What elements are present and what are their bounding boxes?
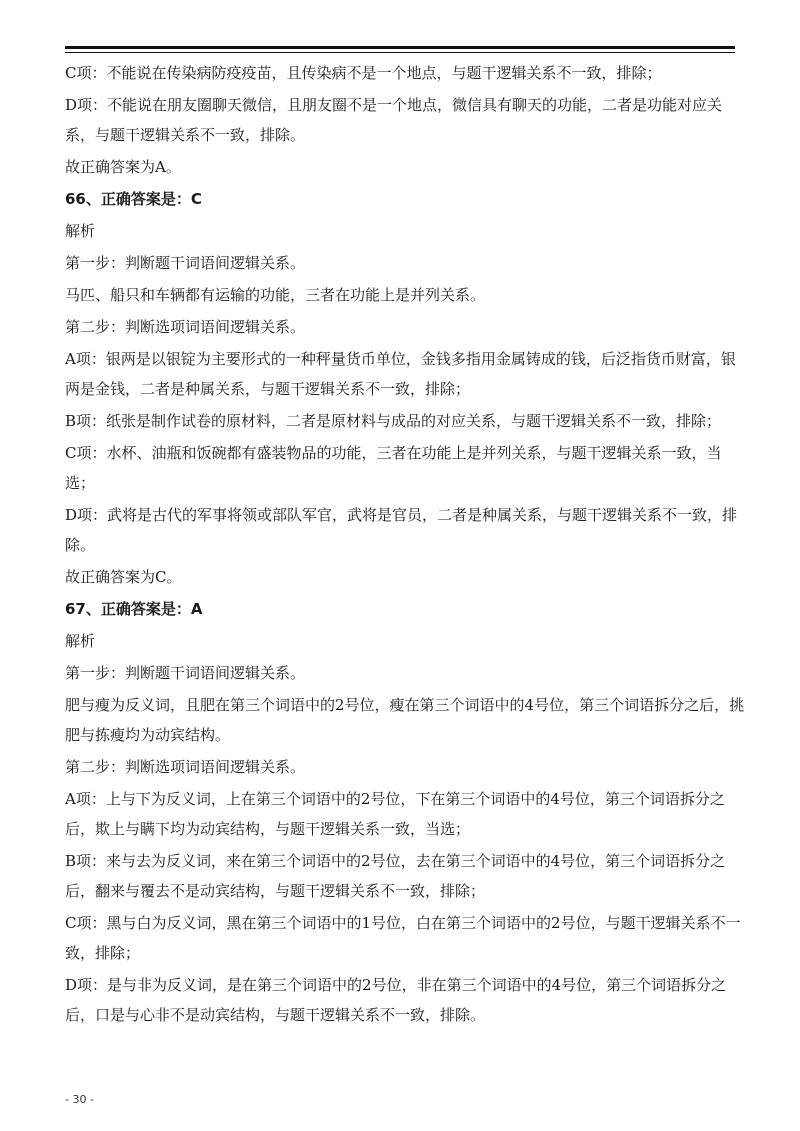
header-rule-thick [65, 46, 735, 49]
paragraph: 解析 [65, 632, 96, 650]
paragraph: D项：不能说在朋友圈聊天微信，且朋友圈不是一个地点，微信具有聊天的功能，二者是功能对应关系，与题干逻辑关系不一致，排除。 [65, 96, 723, 144]
paragraph: 马匹、船只和车辆都有运输的功能，三者在功能上是并列关系。 [65, 286, 486, 304]
paragraph: C项：黑与白为反义词，黑在第三个词语中的1号位，白在第三个词语中的2号位，与题干逻辑关系不一致，排除； [65, 914, 741, 962]
paragraph: C项：不能说在传染病防疫疫苗，且传染病不是一个地点，与题干逻辑关系不一致，排除； [65, 64, 662, 82]
paragraph: B项：来与去为反义词，来在第三个词语中的2号位，去在第三个词语中的4号位，第三个词语拆分之后，翻来与覆去不是动宾结构，与题干逻辑关系不一致，排除； [65, 852, 726, 900]
paragraph: D项：是与非为反义词，是在第三个词语中的2号位，非在第三个词语中的4号位，第三个词语拆分之后，口是与心非不是动宾结构，与题干逻辑关系不一致，排除。 [65, 976, 727, 1024]
paragraph: C项：水杯、油瓶和饭碗都有盛装物品的功能，三者在功能上是并列关系，与题干逻辑关系一致，当选； [65, 444, 722, 492]
paragraph: 第一步：判断题干词语间逻辑关系。 [65, 664, 306, 682]
header-rule-thin [65, 52, 735, 53]
paragraph: 第一步：判断题干词语间逻辑关系。 [65, 254, 306, 272]
paragraph: 第二步：判断选项词语间逻辑关系。 [65, 758, 306, 776]
paragraph: 解析 [65, 222, 96, 240]
page-number: - 30 - [65, 1093, 94, 1106]
page-body [65, 58, 745, 1032]
paragraph: B项：纸张是制作试卷的原材料，二者是原材料与成品的对应关系，与题干逻辑关系不一致，排除； [65, 412, 722, 430]
paragraph: 第二步：判断选项词语间逻辑关系。 [65, 318, 306, 336]
answer-heading: 67、正确答案是：A [65, 600, 203, 618]
paragraph: A项：上与下为反义词，上在第三个词语中的2号位，下在第三个词语中的4号位，第三个词语拆分之后，欺上与瞒下均为动宾结构，与题干逻辑关系一致，当选； [65, 790, 725, 838]
paragraph: A项：银两是以银锭为主要形式的一种秤量货币单位，金钱多指用金属铸成的钱，后泛指货币财富，银两是金钱，二者是种属关系，与题干逻辑关系不一致，排除； [65, 350, 736, 398]
paragraph: 故正确答案为A。 [65, 158, 181, 176]
answer-heading: 66、正确答案是：C [65, 190, 202, 208]
paragraph: 故正确答案为C。 [65, 568, 182, 586]
paragraph: 肥与瘦为反义词，且肥在第三个词语中的2号位，瘦在第三个词语中的4号位，第三个词语拆分之后，挑肥与拣瘦均为动宾结构。 [65, 696, 745, 744]
paragraph: D项：武将是古代的军事将领或部队军官，武将是官员，二者是种属关系，与题干逻辑关系不一致，排除。 [65, 506, 738, 554]
